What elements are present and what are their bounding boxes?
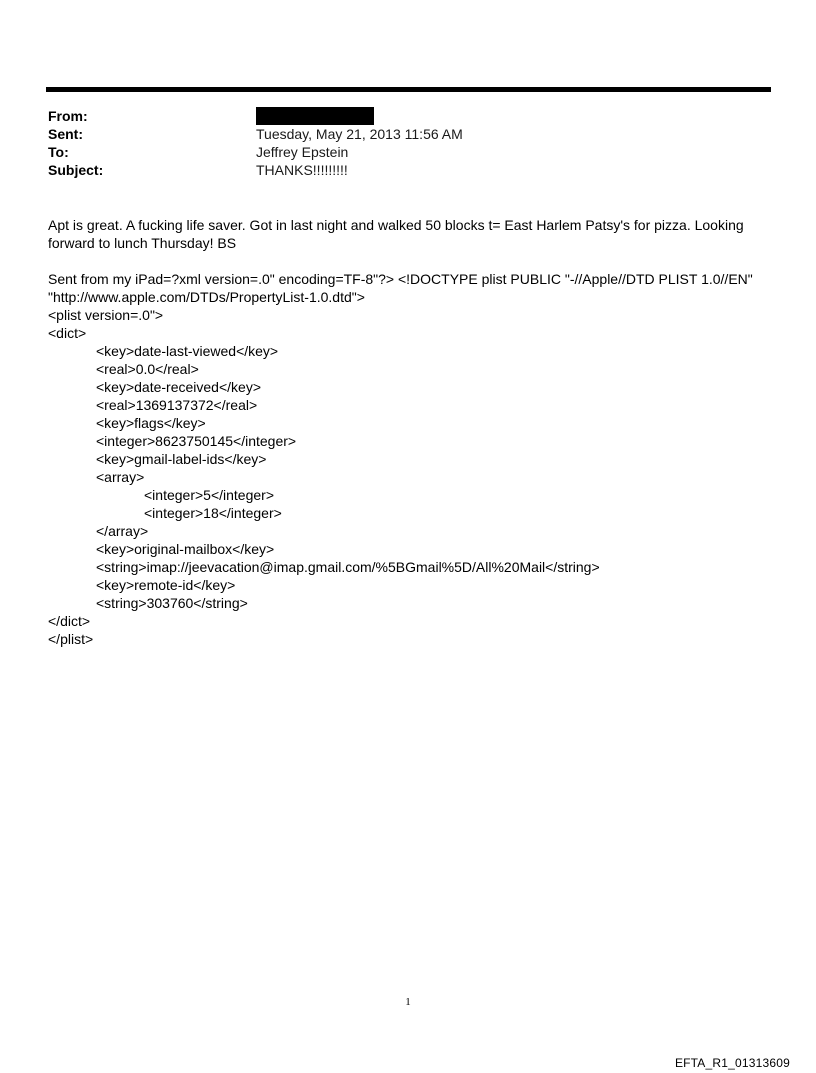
email-header <box>48 107 768 179</box>
signature-paragraph: Sent from my iPad=?xml version=.0" encoding=TF-8"?> <!DOCTYPE plist PUBLIC "-//Apple//DTD PLIST 1.0//EN" "http://www.apple.com/DTDs/PropertyList-1.0.dtd"> <box>48 271 753 305</box>
plist-line: <key>flags</key> <box>96 415 206 431</box>
plist-line: </array> <box>96 523 149 539</box>
plist-line: <key>original-mailbox</key> <box>96 541 275 557</box>
plist-line: <integer>5</integer> <box>144 487 274 503</box>
subject-label: Subject: <box>48 162 104 178</box>
from-row <box>48 107 768 125</box>
plist-line: <array> <box>96 469 145 485</box>
plist-line: <dict> <box>48 325 87 341</box>
plist-block <box>48 306 768 648</box>
sent-row <box>48 125 768 143</box>
page-number: 1 <box>405 996 411 1008</box>
from-redaction-block <box>256 107 374 125</box>
subject-value: THANKS!!!!!!!!! <box>256 162 348 178</box>
from-value <box>256 107 374 125</box>
plist-line: <integer>8623750145</integer> <box>96 433 297 449</box>
plist-line: <string>303760</string> <box>96 595 248 611</box>
bates-number: EFTA_R1_01313609 <box>674 1056 790 1070</box>
email-body <box>48 216 768 648</box>
plist-line: <key>remote-id</key> <box>96 577 236 593</box>
from-label: From: <box>48 108 88 124</box>
sent-label: Sent: <box>48 126 83 142</box>
to-value: Jeffrey Epstein <box>256 144 349 160</box>
plist-line: </plist> <box>48 631 94 647</box>
sent-value: Tuesday, May 21, 2013 11:56 AM <box>256 126 463 142</box>
to-row <box>48 143 768 161</box>
plist-line: <real>1369137372</real> <box>96 397 258 413</box>
plist-line: <string>imap://jeevacation@imap.gmail.com/%5BGmail%5D/All%20Mail</string> <box>96 559 600 575</box>
header-top-rule <box>46 87 771 92</box>
to-label: To: <box>48 144 69 160</box>
plist-line: <key>date-received</key> <box>96 379 261 395</box>
plist-line: <key>date-last-viewed</key> <box>96 343 279 359</box>
plist-line: </dict> <box>48 613 91 629</box>
message-paragraph: Apt is great. A fucking life saver. Got in last night and walked 50 blocks t= East Harlem Patsy's for pizza. Looking forward to lunch Thursday! BS <box>48 217 744 251</box>
plist-line: <integer>18</integer> <box>144 505 282 521</box>
plist-line: <key>gmail-label-ids</key> <box>96 451 267 467</box>
subject-row <box>48 161 768 179</box>
plist-line: <real>0.0</real> <box>96 361 199 377</box>
plist-line: <plist version=.0"> <box>48 307 164 323</box>
